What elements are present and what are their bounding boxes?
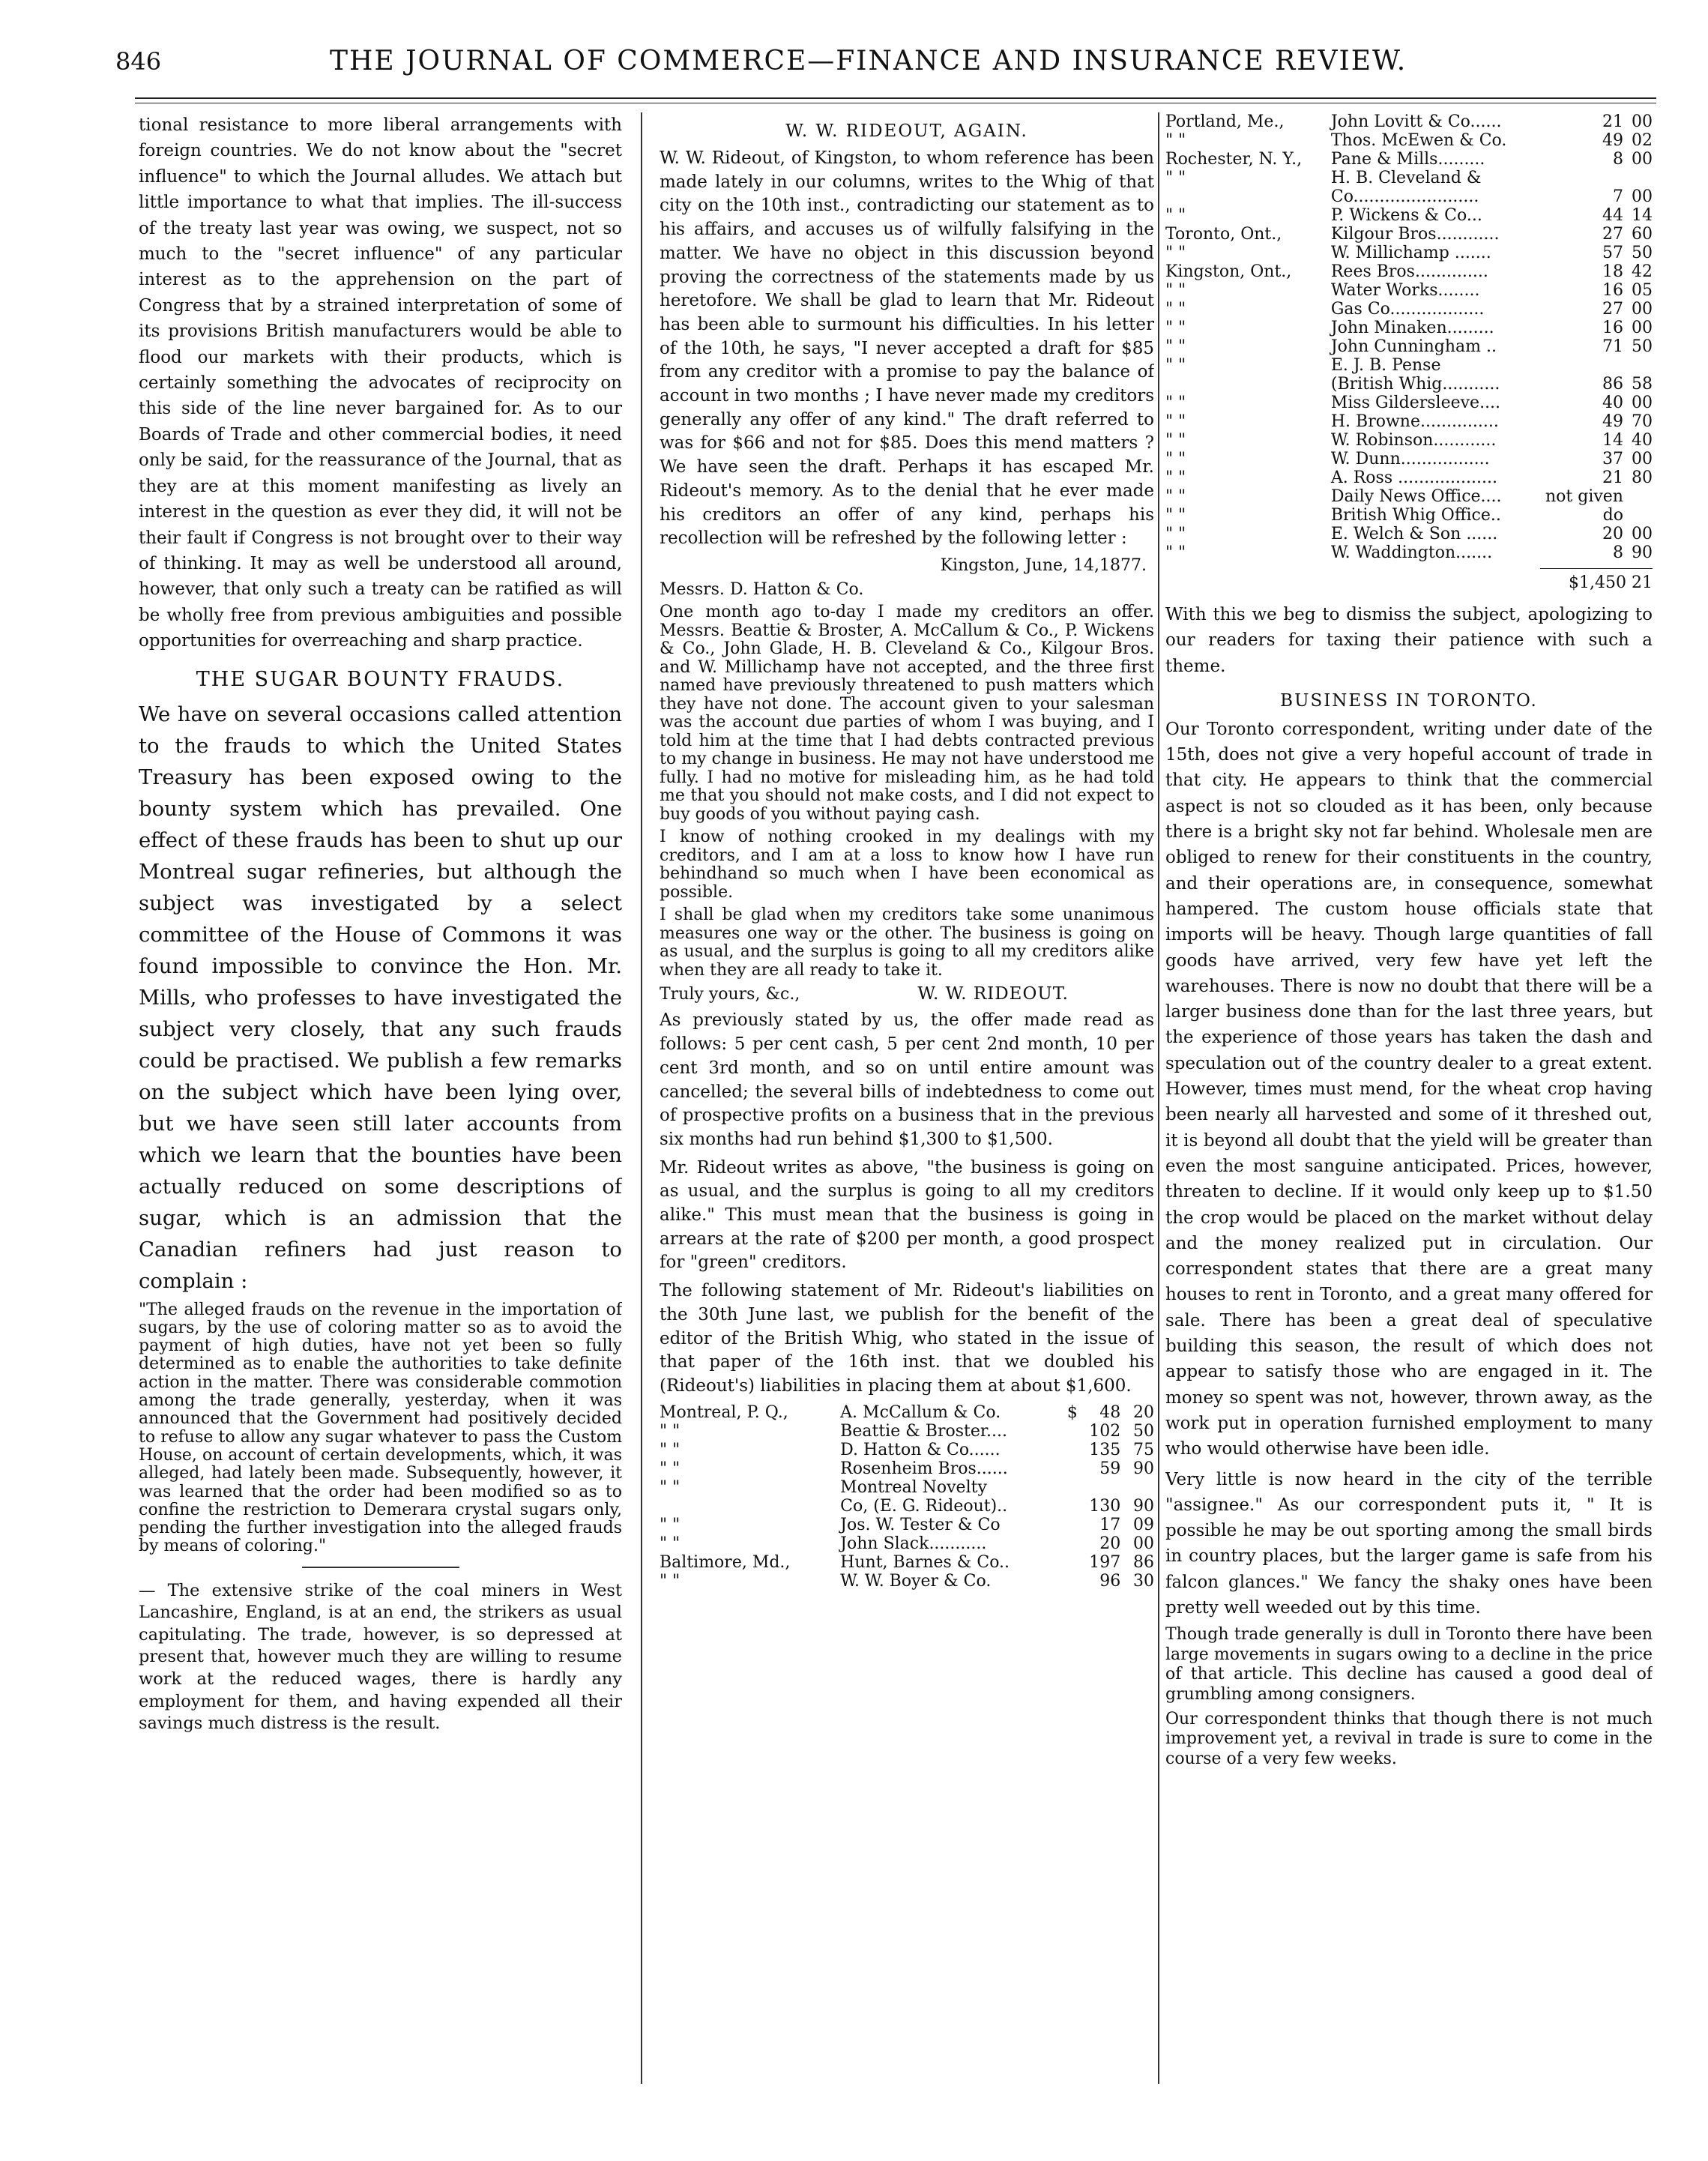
creditor-name: Rosenheim Bros......: [840, 1459, 1008, 1478]
creditor-place: " ": [1165, 169, 1186, 187]
letter-paragraph: I know of nothing crooked in my dealings with my creditors, and I am at a loss to know how I have run behindhand so much when I have been economical as possible.: [660, 828, 1154, 902]
business-paragraph: Very little is now heard in the city of the terrible "assignee." As our correspondent puts it, " It is possible he may be out sporting among the small birds in country places, but the larger game is safe from his falcon glances." We fancy the shaky ones have been pretty well weeded out by this time.: [1165, 1469, 1653, 1618]
creditor-dollars: 16: [1602, 281, 1623, 300]
creditor-place: Montreal, P. Q.,: [660, 1402, 788, 1422]
letter-closing: Truly yours, &c.,: [660, 985, 800, 1004]
rideout-paragraph: Mr. Rideout writes as above, "the business is going on as usual, and the surplus is going to all my creditors alike." This must mean that the business is going in arrears at the rate of $200 per month, a good prospect for "green" creditors.: [660, 1157, 1154, 1273]
creditor-place: " ": [1165, 356, 1186, 375]
creditor-place: " ": [660, 1459, 681, 1478]
creditors-table-right: [1165, 112, 1653, 562]
letter-date: Kingston, June, 14,1877.: [940, 555, 1147, 575]
creditor-place: [1165, 375, 1322, 394]
creditor-place: " ": [660, 1421, 681, 1441]
page-number: 846: [115, 47, 162, 76]
currency-sign: [1066, 1459, 1079, 1478]
creditor-name: Thos. McEwen & Co.: [1330, 131, 1507, 150]
creditor-row: [1165, 375, 1653, 394]
creditor-row: [1165, 300, 1653, 319]
creditor-row: [660, 1459, 1154, 1478]
creditor-dollars: 27: [1602, 225, 1623, 244]
page-header: [112, 41, 1649, 86]
section-divider: [302, 1567, 459, 1568]
creditor-place: " ": [1165, 487, 1186, 506]
creditor-cents: 00: [1632, 319, 1653, 337]
creditor-row: [1165, 112, 1653, 131]
creditor-cents: 58: [1632, 375, 1653, 394]
creditor-name: John Lovitt & Co......: [1330, 112, 1502, 131]
creditor-dollars: 44: [1602, 206, 1623, 225]
creditor-place: " ": [1165, 543, 1186, 562]
creditor-cents: 30: [1133, 1571, 1154, 1591]
creditor-cents: 80: [1632, 468, 1653, 487]
creditor-row: [1165, 169, 1653, 187]
creditor-dollars: 59: [1099, 1459, 1121, 1478]
creditor-cents: 40: [1632, 431, 1653, 450]
creditor-dollars: 102: [1089, 1421, 1121, 1441]
creditor-dollars: 130: [1089, 1496, 1121, 1516]
creditor-row: [1165, 525, 1653, 543]
creditor-cents: 60: [1632, 225, 1653, 244]
creditor-place: Baltimore, Md.,: [660, 1552, 791, 1572]
creditor-row: [1165, 150, 1653, 169]
creditor-row: [1165, 131, 1653, 150]
creditor-place: [660, 1497, 831, 1516]
creditor-row: [660, 1403, 1154, 1422]
creditor-row: [1165, 337, 1653, 356]
creditor-name: D. Hatton & Co......: [840, 1440, 1001, 1459]
creditor-name: E. Welch & Son ......: [1330, 525, 1498, 543]
creditor-dollars: 8: [1612, 543, 1623, 562]
creditor-name: H. B. Cleveland &: [1330, 169, 1482, 187]
creditor-name: Montreal Novelty: [840, 1477, 987, 1497]
creditors-table-middle: [660, 1403, 1154, 1591]
currency-sign: [1066, 1572, 1079, 1591]
creditor-row: [1165, 206, 1653, 225]
creditor-cents: [1623, 487, 1653, 506]
creditor-cents: [1623, 169, 1653, 187]
creditor-cents: 50: [1133, 1421, 1154, 1441]
column-middle: [660, 112, 1154, 2076]
creditor-name: W. W. Boyer & Co.: [840, 1571, 992, 1591]
creditor-place: Rochester, N. Y.,: [1165, 150, 1303, 169]
currency-sign: $: [1066, 1402, 1078, 1422]
creditor-name: W. Waddington.......: [1330, 543, 1493, 562]
creditor-cents: 09: [1133, 1515, 1154, 1534]
column-divider: [641, 112, 642, 2084]
creditor-place: " ": [1165, 506, 1186, 525]
creditor-name: W. Dunn.................: [1330, 450, 1490, 468]
creditor-cents: 00: [1632, 394, 1653, 412]
creditor-cents: 70: [1632, 412, 1653, 431]
creditor-cents: 05: [1632, 281, 1653, 300]
creditor-cents: [1623, 506, 1653, 525]
creditor-cents: 86: [1133, 1552, 1154, 1572]
creditor-cents: 20: [1133, 1402, 1154, 1422]
creditor-row: [660, 1422, 1154, 1441]
creditor-dollars: 8: [1612, 150, 1623, 169]
creditor-row: [1165, 450, 1653, 468]
creditor-cents: 00: [1632, 300, 1653, 319]
creditor-row: [1165, 187, 1653, 206]
creditor-name: Rees Bros..............: [1330, 262, 1488, 281]
business-paragraph: Our Toronto correspondent, writing under date of the 15th, does not give a very hopeful account of trade in that city. He appears to think that the commercial aspect is not so clouded as it has been, only because there is a bright sky not far behind. Wholesale men are obliged to renew for their constituents in the country, and their operations are, in consequence, somewhat hampered. The custom house officials state that imports will be heavy. Though large quantities of fall goods have arrived, very few have yet left the warehouses. There is now no doubt that there will be a larger business done than for the last three years, but the experience of those years has taken the dash and speculation out of the country dealer to a great extent. However, times must mend, for the wheat crop having been nearly all harvested and some of it threshed out, it is beyond all doubt that the yield will be greater than even the most sanguine anticipated. Prices, however, threaten to decline. If it would only keep up to $1.50 the crop would be placed on the market without delay and the money realized put in circulation. Our correspondent states that there are a great many houses to rent in Toronto, and a great many offered for sale. There has been a great deal of speculative building this season, the result of which does not appear to satisfy those who are engaged in it. The money so spent was not, however, thrown away, as the work put in operation furnished employment to many who would otherwise have been idle.: [1165, 719, 1653, 1459]
article-title-sugar-bounty: THE SUGAR BOUNTY FRAUDS.: [196, 667, 565, 691]
creditor-dollars: 135: [1089, 1440, 1121, 1459]
creditor-row: [1165, 244, 1653, 262]
currency-sign: [1066, 1516, 1079, 1534]
creditor-cents: 90: [1133, 1459, 1154, 1478]
creditor-name: British Whig Office..: [1330, 506, 1501, 525]
rideout-paragraph: The following statement of Mr. Rideout's liabilities on the 30th June last, we publish for the benefit of the editor of the British Whig, who stated in the issue of that paper of the 16th inst. that we doubled his (Rideout's) liabilities in placing them at about $1,600.: [660, 1281, 1154, 1396]
creditor-dollars: [1534, 169, 1623, 187]
creditor-dollars: [1079, 1478, 1120, 1497]
creditor-name: Co, (E. G. Rideout)..: [840, 1496, 1008, 1516]
creditor-place: " ": [1165, 319, 1186, 337]
creditor-row: [660, 1572, 1154, 1591]
currency-sign: [1066, 1497, 1079, 1516]
creditor-place: " ": [1165, 337, 1186, 356]
creditor-dollars: 37: [1602, 450, 1623, 468]
creditor-name: W. Robinson............: [1330, 431, 1497, 450]
creditor-name: Co........................: [1330, 187, 1479, 206]
creditor-place: Toronto, Ont.,: [1165, 225, 1282, 244]
creditor-dollars: 197: [1089, 1552, 1121, 1572]
creditor-place: Kingston, Ont.,: [1165, 262, 1292, 281]
creditor-place: " ": [1165, 468, 1186, 487]
creditor-dollars: 57: [1602, 244, 1623, 262]
creditor-dollars: 49: [1602, 412, 1623, 431]
creditor-name: W. Millichamp .......: [1330, 244, 1491, 262]
total-rule: [1540, 568, 1653, 569]
creditor-name: John Cunningham ..: [1330, 337, 1497, 356]
creditor-name: A. McCallum & Co.: [840, 1402, 1001, 1422]
currency-sign: [1066, 1534, 1079, 1553]
creditor-name: A. Ross ...................: [1330, 468, 1497, 487]
creditor-place: " ": [1165, 431, 1186, 450]
creditor-dollars: 86: [1602, 375, 1623, 394]
creditor-place: " ": [660, 1534, 681, 1553]
column-right: [1165, 112, 1653, 2076]
creditor-row: [660, 1478, 1154, 1497]
currency-sign: [1066, 1441, 1079, 1459]
creditor-dollars: 96: [1099, 1571, 1121, 1591]
creditor-dollars: 18: [1602, 262, 1623, 281]
creditor-row: [1165, 394, 1653, 412]
creditor-place: " ": [1165, 131, 1186, 150]
column-divider: [1158, 112, 1159, 2084]
rideout-paragraph: W. W. Rideout, of Kingston, to whom reference has been made lately in our columns, writes to the Whig of that city on the 10th inst., contradicting our statement as to his affairs, and accuses us of wilfully falsifying in the matter. We have no object in this discussion beyond proving the correctness of the statements made by us heretofore. We shall be glad to learn that Mr. Rideout has been able to surmount his difficulties. In his letter of the 10th, he says, "I never accepted a draft for $85 from any creditor with a promise to pay the balance of account in two months ; I have never made my creditors generally any offer of any kind." The draft referred to was for $66 and not for $85. Does this mend matters ? We have seen the draft. Perhaps it has escaped Mr. Rideout's memory. As to the denial that he ever made his creditors an offer of any kind, perhaps his recollection will be refreshed by the following letter :: [660, 148, 1154, 549]
creditor-name: H. Browne...............: [1330, 412, 1499, 431]
creditor-name: John Slack...........: [840, 1534, 987, 1553]
creditor-cents: 50: [1632, 337, 1653, 356]
sugar-article-body: We have on several occasions called attention to the frauds to which the United States Treasury has been exposed owing to the bounty system which has prevailed. One effect of these frauds has been to shut up our Montreal sugar refineries, but although the subject was investigated by a select committee of the House of Commons it was found impossible to convince the Hon. Mr. Mills, who professes to have investigated the subject very closely, that any such frauds could be practised. We publish a few remarks on the subject which have been lying over, but we have seen still later accounts from which we learn that the bounties have been actually reduced on some descriptions of sugar, which is an admission that the Canadian refiners had just reason to complain :: [139, 702, 622, 1293]
creditor-cents: [1623, 356, 1653, 375]
liabilities-total: $1,450 21: [1569, 573, 1653, 592]
creditor-row: [660, 1553, 1154, 1572]
creditor-name: Hunt, Barnes & Co..: [840, 1552, 1010, 1572]
creditor-name: John Minaken.........: [1330, 319, 1494, 337]
creditor-dollars: [1534, 356, 1623, 375]
currency-sign: [1066, 1553, 1079, 1572]
creditor-row: [1165, 543, 1653, 562]
creditor-cents: 14: [1632, 206, 1653, 225]
header-rule: [135, 97, 1656, 99]
creditor-dollars: 17: [1099, 1515, 1121, 1534]
creditor-dollars: 48: [1099, 1402, 1121, 1422]
creditor-row: [660, 1441, 1154, 1459]
creditor-dollars: 21: [1602, 468, 1623, 487]
journal-title: THE JOURNAL OF COMMERCE—FINANCE AND INSURANCE REVIEW.: [330, 46, 1407, 76]
creditor-cents: 00: [1632, 150, 1653, 169]
creditor-place: " ": [1165, 450, 1186, 468]
letter-signoff: [660, 984, 1154, 1004]
creditor-name: Kilgour Bros............: [1330, 225, 1500, 244]
article-continuation: tional resistance to more liberal arrangements with foreign countries. We do not know about the "secret influence" to which the Journal alludes. We attach but little importance to what that implies. The ill-success of the treaty last year was owing, we suspect, not so much to the "secret influence" of any particular interest as to the apprehension on the part of Congress that by a strained interpretation of some of its provisions British manufacturers would be able to flood our markets with their products, which is certainly something the advocates of reciprocity on this side of the line never bargained for. As to our Boards of Trade and other commercial bodies, it need only be said, for the reassurance of the Journal, that as they are at this moment manifesting as lively an interest in the question as ever they did, it will not be their fault if Congress is not brought over to their way of thinking. It may as well be understood all around, however, that only such a treaty can be ratified as will be wholly free from previous ambiguities and possible opportunities for overreaching and sharp practice.: [139, 115, 622, 651]
article-title-business-toronto: BUSINESS IN TORONTO.: [1280, 690, 1538, 711]
creditor-cents: 00: [1632, 187, 1653, 206]
creditor-place: [1165, 187, 1322, 206]
creditor-name: Gas Co..................: [1330, 300, 1485, 319]
creditor-dollars: 49: [1602, 131, 1623, 150]
creditor-row: [1165, 356, 1653, 375]
rideout-closing: With this we beg to dismiss the subject, apologizing to our readers for taxing their patience with such a theme.: [1165, 605, 1653, 676]
creditor-name: (British Whig...........: [1330, 375, 1500, 394]
creditor-cents: 90: [1133, 1496, 1154, 1516]
business-paragraph: Our correspondent thinks that though there is not much improvement yet, a revival in trade is sure to come in the course of a very few weeks.: [1165, 1709, 1653, 1768]
column-left: [139, 112, 622, 2076]
creditor-row: [1165, 412, 1653, 431]
creditor-row: [1165, 506, 1653, 525]
creditor-cents: 50: [1632, 244, 1653, 262]
creditor-dollars: 27: [1602, 300, 1623, 319]
creditor-cents: 00: [1632, 112, 1653, 131]
creditor-place: " ": [1165, 206, 1186, 225]
creditor-dollars: 20: [1602, 525, 1623, 543]
creditor-cents: 42: [1632, 262, 1653, 281]
creditor-cents: 90: [1632, 543, 1653, 562]
creditor-cents: 00: [1133, 1534, 1154, 1553]
currency-sign: [1066, 1478, 1079, 1497]
creditor-place: Portland, Me.,: [1165, 112, 1285, 131]
creditor-place: " ": [1165, 300, 1186, 319]
business-paragraph: Though trade generally is dull in Toronto there have been large movements in sugars owing to a decline in the price of that article. This decline has caused a good deal of grumbling among consigners.: [1165, 1625, 1653, 1705]
creditor-cents: 02: [1632, 131, 1653, 150]
creditor-place: " ": [660, 1477, 681, 1497]
creditor-row: [660, 1497, 1154, 1516]
letter-salutation: Messrs. D. Hatton & Co.: [660, 579, 864, 599]
creditor-place: " ": [1165, 412, 1186, 431]
creditor-row: [660, 1534, 1154, 1553]
creditor-place: " ": [1165, 281, 1186, 300]
creditor-dollars: 14: [1602, 431, 1623, 450]
creditor-dollars: 21: [1602, 112, 1623, 131]
creditor-place: " ": [660, 1515, 681, 1534]
creditor-name: P. Wickens & Co...: [1330, 206, 1482, 225]
rideout-paragraph: As previously stated by us, the offer made read as follows: 5 per cent cash, 5 per cent 2nd month, 10 per cent 3rd month, and so on until entire amount was cancelled; the several bills of indebtedness to come out of prospective profits on a business that in the previous six months had run behind $1,300 to $1,500.: [660, 1010, 1154, 1149]
creditor-name: Jos. W. Tester & Co: [840, 1515, 1001, 1534]
creditor-cents: 00: [1632, 525, 1653, 543]
creditor-place: " ": [1165, 244, 1186, 262]
creditor-place: " ": [660, 1440, 681, 1459]
creditor-row: [1165, 225, 1653, 244]
creditor-row: [1165, 468, 1653, 487]
creditor-dollars: 20: [1099, 1534, 1121, 1553]
creditor-place: " ": [1165, 525, 1186, 543]
creditor-row: [1165, 487, 1653, 506]
creditor-name: Pane & Mills.........: [1330, 150, 1485, 169]
creditor-dollars: 40: [1602, 394, 1623, 412]
creditor-dollars: 7: [1612, 187, 1623, 206]
creditor-cents: 75: [1133, 1440, 1154, 1459]
creditor-dollars: do: [1602, 506, 1623, 525]
creditor-place: " ": [660, 1571, 681, 1591]
creditor-name: Beattie & Broster....: [840, 1421, 1007, 1441]
article-title-rideout: W. W. RIDEOUT, AGAIN.: [785, 121, 1028, 141]
sugar-article-quote: "The alleged frauds on the revenue in the importation of sugars, by the use of coloring matter so as to avoid the payment of high duties, have not yet been so fully determined as to enable the authorities to take definite action in the matter. There was considerable commotion among the trade generally, yesterday, when it was announced that the Government had positively decided to refuse to allow any sugar whatever to pass the Custom House, on account of certain developments, which, it was alleged, had lately been made. Subsequently, however, it was learned that the order had been modified so as to confine the restriction to Demerara crystal sugars only, pending the further investigation into the alleged frauds by means of coloring.": [139, 1300, 622, 1556]
creditor-row: [1165, 262, 1653, 281]
currency-sign: [1066, 1422, 1079, 1441]
creditor-name: Daily News Office....: [1330, 487, 1502, 506]
creditor-row: [660, 1516, 1154, 1534]
creditor-row: [1165, 431, 1653, 450]
creditor-dollars: not given: [1545, 487, 1623, 506]
creditor-row: [1165, 281, 1653, 300]
creditor-cents: 00: [1632, 450, 1653, 468]
letter-paragraph: One month ago to-day I made my creditors an offer. Messrs. Beattie & Broster, A. McCallum & Co., P. Wickens & Co., John Glade, H. B. Cleveland & Co., Kilgour Bros. and W. Millichamp have not accepted, and the three first named have previously threatened to push matters which they have not done. The account given to your salesman was the account due parties of whom I was buying, and I told him at the time that I had debts contracted previous to my change in business. He may not have understood me fully. I had no motive for misleading him, as he had told me that you should not make costs, and I did not expect to buy goods of you without paying cash.: [660, 603, 1154, 824]
creditor-dollars: 16: [1602, 319, 1623, 337]
creditor-dollars: 71: [1602, 337, 1623, 356]
creditor-row: [1165, 319, 1653, 337]
coal-strike-note: — The extensive strike of the coal miners in West Lancashire, England, is at an end, the strikers as usual capitulating. The trade, however, is so depressed at present that, however much they are willing to resume work at the reduced wages, there is hardly any employment for them, and having expended all their savings much distress is the result.: [139, 1580, 622, 1734]
creditor-name: E. J. B. Pense: [1330, 356, 1441, 375]
letter-signature: W. W. RIDEOUT.: [917, 984, 1069, 1004]
letter-paragraph: I shall be glad when my creditors take some unanimous measures one way or the other. The business is going on as usual, and the surplus is going to all my creditors alike when they are all ready to take it.: [660, 905, 1154, 980]
creditor-place: " ": [1165, 394, 1186, 412]
creditor-name: Water Works........: [1330, 281, 1480, 300]
creditor-name: Miss Gildersleeve....: [1330, 394, 1501, 412]
creditor-cents: [1120, 1478, 1154, 1497]
